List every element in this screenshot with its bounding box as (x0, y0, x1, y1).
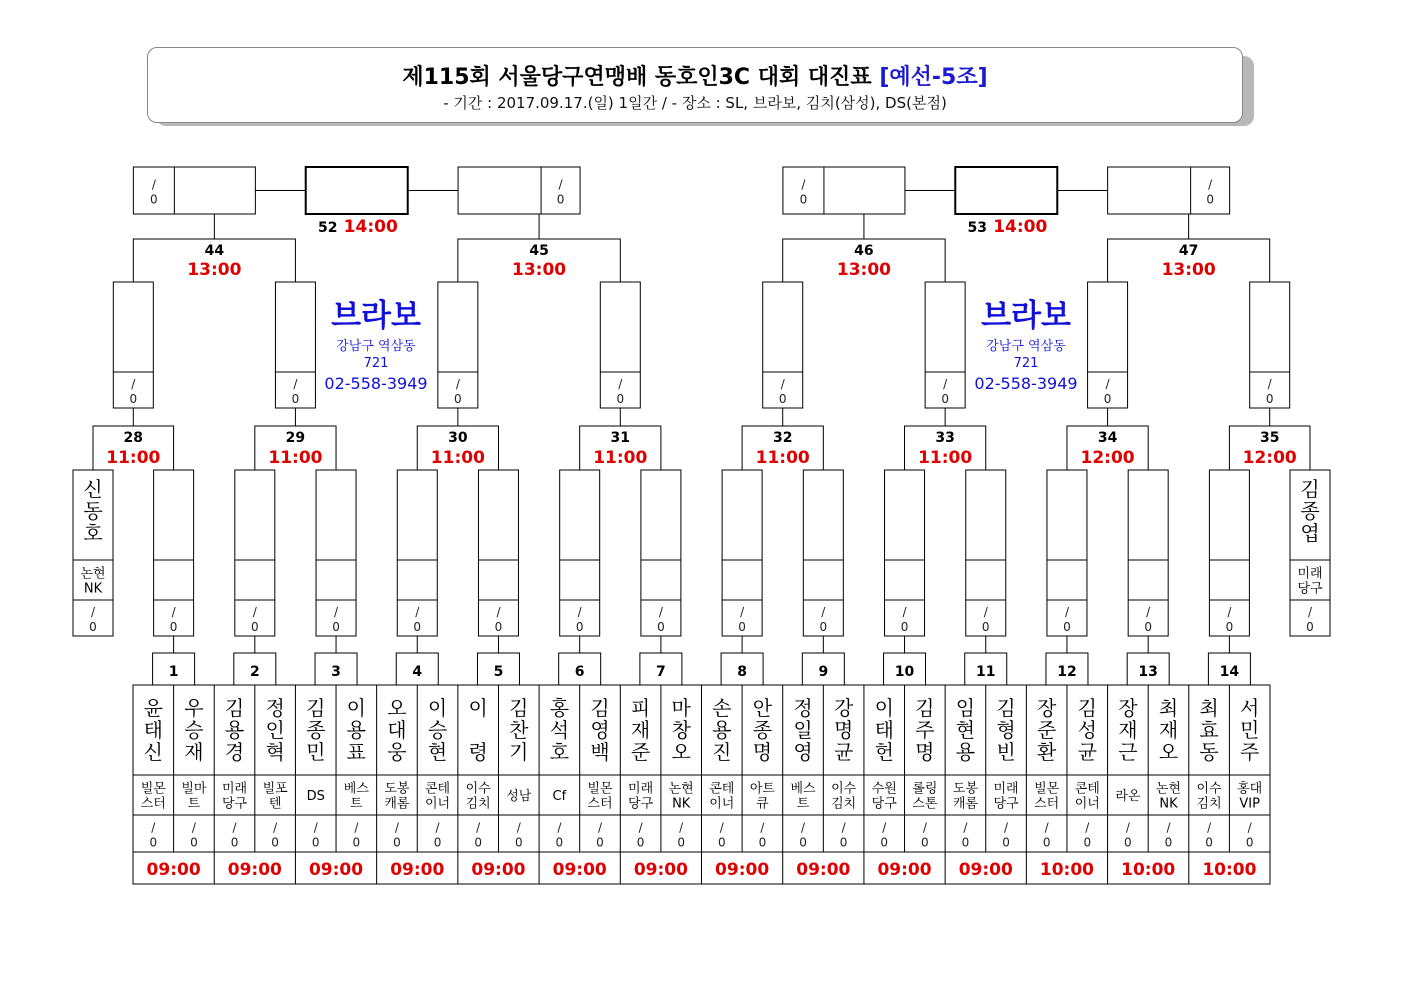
bye-player-name: 신 동 호 (83, 477, 103, 545)
player-score-slash: / (841, 820, 846, 835)
round2-winner-score-zero: 0 (454, 392, 462, 406)
match-number: 7 (656, 664, 666, 680)
round1-winner-slot-score-slash: / (496, 605, 501, 619)
player-name: 김 주 명 (915, 696, 935, 764)
player-club: 콘테 이너 (1074, 781, 1100, 812)
player-name: 김 용 경 (224, 696, 245, 764)
player-club: 논현 NK (668, 781, 694, 812)
round1-winner-slot-score-zero: 0 (738, 620, 746, 634)
player-score-zero: 0 (758, 835, 767, 850)
player-name: 장 재 근 (1118, 696, 1138, 764)
player-score-zero: 0 (271, 835, 279, 850)
player-score-zero: 0 (799, 835, 807, 850)
semifinal-left-score-zero: 0 (799, 192, 808, 207)
player-club: 콘테 이너 (709, 781, 735, 812)
round2-match-time: 11:00 (918, 448, 973, 468)
player-score-slash: / (963, 820, 968, 835)
player-score-slash: / (516, 820, 521, 835)
round2-match-number: 31 (610, 430, 631, 446)
match-number: 2 (249, 664, 260, 680)
round1-winner-slot-score-slash: / (1146, 605, 1151, 619)
player-score-zero: 0 (961, 835, 970, 850)
round1-winner-slot-score-slash: / (902, 605, 907, 619)
player-score-zero: 0 (880, 835, 889, 850)
player-score-zero: 0 (1205, 835, 1213, 850)
player-score-zero: 0 (514, 835, 523, 850)
player-club: 도봉 캐롬 (952, 781, 979, 812)
player-club: 도봉 캐롬 (384, 781, 410, 812)
player-name: 김 찬 기 (509, 696, 529, 764)
match-time: 10:00 (1121, 860, 1176, 880)
player-club: 롤링 스톤 (912, 781, 938, 812)
semifinal-right-score-zero: 0 (556, 192, 565, 207)
round1-winner-slot-score-slash: / (740, 605, 745, 619)
round1-winner-slot-score-slash: / (983, 605, 988, 619)
round1-winner-slot-score-slash: / (821, 605, 826, 619)
round3-match-time: 13:00 (836, 260, 891, 280)
player-name: 장 준 환 (1036, 696, 1057, 764)
round2-match-number: 35 (1259, 430, 1280, 446)
match-time: 09:00 (308, 860, 364, 880)
bye-player-club: 논현 NK (80, 566, 106, 597)
semifinal-right-score-zero: 0 (1206, 192, 1214, 207)
player-name: 김 형 빈 (996, 696, 1016, 764)
match-number: 4 (412, 664, 423, 680)
player-score-slash: / (191, 820, 196, 835)
player-score-slash: / (922, 820, 927, 835)
player-name: 정 일 영 (793, 696, 813, 764)
bye-player-name: 김 종 엽 (1300, 477, 1320, 545)
player-score-slash: / (476, 820, 481, 835)
semifinal-left-score-zero: 0 (150, 192, 158, 207)
match-time: 10:00 (1202, 860, 1257, 880)
player-score-zero: 0 (1245, 835, 1254, 850)
player-name: 피 재 준 (630, 696, 651, 764)
player-score-slash: / (800, 820, 806, 835)
player-score-slash: / (313, 820, 318, 835)
round2-winner-score-zero: 0 (778, 392, 787, 406)
player-name: 안 종 명 (752, 696, 773, 764)
player-club: 빌마 트 (181, 781, 207, 812)
page-subtitle: - 기간 : 2017.09.17.(일) 1일간 / - 장소 : SL, 브라보, 김치(삼성), DS(본점) (443, 94, 947, 112)
round1-winner-slot-score-slash: / (171, 605, 176, 619)
round3-match-time: 13:00 (512, 260, 567, 280)
venue-phone: 02-558-3949 (974, 374, 1078, 393)
venue-name: 브라보 (981, 298, 1071, 334)
round2-winner-score-zero: 0 (1103, 392, 1112, 406)
player-score-zero: 0 (230, 835, 239, 850)
player-score-zero: 0 (474, 835, 482, 850)
round1-winner-slot-score-slash: / (577, 605, 582, 619)
player-name: 김 영 백 (590, 696, 610, 764)
bye-score-slash: / (1307, 605, 1313, 619)
match-time: 09:00 (958, 860, 1013, 880)
match-time: 09:00 (146, 860, 201, 880)
round2-winner-score-slash: / (1105, 377, 1110, 391)
semifinal-left-score-slash: / (151, 177, 156, 192)
player-score-slash: / (232, 820, 237, 835)
player-score-slash: / (597, 820, 603, 835)
player-score-zero: 0 (921, 835, 929, 850)
round2-winner-score-slash: / (131, 377, 136, 391)
player-name: 홍 석 호 (549, 696, 570, 764)
round1-winner-slot-score-slash: / (1064, 605, 1069, 619)
player-score-zero: 0 (393, 835, 401, 850)
player-score-slash: / (1125, 820, 1130, 835)
player-score-zero: 0 (1002, 835, 1010, 850)
round3-match-number: 46 (854, 243, 874, 259)
player-name: 이 승 현 (427, 696, 448, 764)
player-club: 라온 (1115, 789, 1141, 804)
player-score-slash: / (1247, 820, 1252, 835)
round3-match-number: 45 (529, 243, 549, 259)
match-number: 10 (894, 664, 915, 680)
match-time: 09:00 (552, 860, 607, 880)
final-match-time: 14:00 (343, 217, 398, 237)
round3-match-number: 47 (1178, 243, 1199, 259)
player-score-zero: 0 (1124, 835, 1132, 850)
round2-winner-score-slash: / (455, 377, 460, 391)
round2-match-number: 30 (448, 430, 468, 446)
round1-winner-slot-score-zero: 0 (575, 620, 584, 634)
match-time: 09:00 (877, 860, 932, 880)
final-match-time: 14:00 (993, 217, 1048, 237)
player-score-slash: / (394, 820, 399, 835)
player-score-zero: 0 (1164, 835, 1173, 850)
player-score-slash: / (354, 820, 359, 835)
player-score-zero: 0 (1083, 835, 1092, 850)
player-score-zero: 0 (149, 835, 158, 850)
round2-match-time: 12:00 (1242, 448, 1297, 468)
player-name: 우 승 재 (184, 696, 204, 764)
player-name: 최 효 동 (1199, 696, 1219, 764)
round2-winner-score-slash: / (618, 377, 623, 391)
round2-match-time: 11:00 (593, 448, 648, 468)
player-club: 미래 당구 (993, 781, 1019, 812)
player-club: 미래 당구 (628, 781, 654, 812)
match-time: 10:00 (1039, 860, 1095, 880)
round2-winner-score-slash: / (293, 377, 298, 391)
round2-match-number: 32 (772, 430, 793, 446)
player-score-slash: / (273, 820, 278, 835)
player-score-zero: 0 (190, 835, 198, 850)
title-text: 제115회 서울당구연맹배 동호인3C 대회 대진표 (402, 65, 872, 90)
player-name: 김 종 민 (306, 696, 326, 764)
round2-winner-score-slash: / (780, 377, 785, 391)
player-club: 이수 김치 (831, 781, 857, 812)
player-name: 이 령 (468, 696, 488, 764)
player-name: 오 대 웅 (387, 696, 407, 764)
round2-winner-score-zero: 0 (941, 392, 949, 406)
player-score-slash: / (882, 820, 887, 835)
player-score-zero: 0 (433, 835, 442, 850)
venue-address-line1: 강남구 역삼동 (336, 339, 416, 354)
semifinal-right-score-slash: / (558, 177, 563, 192)
player-score-slash: / (719, 820, 724, 835)
player-score-slash: / (1207, 820, 1212, 835)
player-score-zero: 0 (352, 835, 361, 850)
match-time: 09:00 (796, 860, 851, 880)
player-name: 강 명 균 (833, 696, 854, 764)
player-club: 베스 트 (343, 781, 369, 812)
player-name: 임 현 용 (955, 696, 976, 764)
round2-match-time: 11:00 (106, 448, 161, 468)
round2-winner-score-slash: / (1267, 377, 1272, 391)
player-score-zero: 0 (1042, 835, 1051, 850)
player-club: 빌몬 스터 (587, 781, 613, 812)
round2-winner-score-zero: 0 (616, 392, 625, 406)
player-club: 베스 트 (790, 781, 816, 812)
player-score-slash: / (1004, 820, 1009, 835)
player-club: 미래 당구 (221, 781, 248, 812)
round2-match-time: 11:00 (755, 448, 810, 468)
player-score-zero: 0 (717, 835, 726, 850)
player-club: 아트 큐 (749, 781, 775, 812)
player-score-zero: 0 (596, 835, 604, 850)
round2-winner-score-zero: 0 (291, 392, 300, 406)
final-match-number: 53 (967, 220, 988, 236)
player-club: 논현 NK (1155, 781, 1182, 812)
match-time: 09:00 (390, 860, 445, 880)
round1-winner-slot-score-zero: 0 (169, 620, 178, 634)
match-time: 09:00 (471, 860, 526, 880)
player-score-slash: / (557, 820, 562, 835)
bye-player-club: 미래 당구 (1297, 566, 1323, 597)
round1-winner-slot-score-zero: 0 (1225, 620, 1234, 634)
player-score-slash: / (151, 820, 156, 835)
player-club: 빌몬 스터 (140, 781, 166, 812)
round3-match-time: 13:00 (187, 260, 242, 280)
round2-winner-score-zero: 0 (1265, 392, 1274, 406)
player-name: 이 용 표 (346, 696, 367, 764)
player-score-slash: / (1085, 820, 1090, 835)
player-name: 마 창 오 (671, 696, 691, 764)
round1-winner-slot-score-zero: 0 (332, 620, 340, 634)
match-number: 9 (818, 664, 829, 680)
venue-phone: 02-558-3949 (324, 374, 428, 393)
player-score-zero: 0 (839, 835, 848, 850)
match-number: 12 (1057, 664, 1077, 680)
match-time: 09:00 (633, 860, 688, 880)
player-score-zero: 0 (677, 835, 686, 850)
bye-score-zero: 0 (1306, 620, 1314, 634)
player-score-zero: 0 (636, 835, 645, 850)
match-number: 6 (574, 664, 585, 680)
player-club: 이수 김치 (465, 781, 491, 812)
match-time: 09:00 (227, 860, 282, 880)
player-club: 수원 당구 (871, 781, 897, 812)
round1-winner-slot-score-zero: 0 (819, 620, 828, 634)
match-number: 11 (976, 664, 996, 680)
player-score-slash: / (1166, 820, 1171, 835)
round1-winner-slot-score-zero: 0 (1144, 620, 1152, 634)
player-score-zero: 0 (311, 835, 320, 850)
player-name: 이 태 헌 (874, 696, 894, 764)
player-score-slash: / (435, 820, 440, 835)
player-club: Cf (552, 789, 567, 804)
player-name: 김 성 균 (1077, 696, 1097, 764)
round1-winner-slot-score-zero: 0 (1063, 620, 1071, 634)
final-match-number: 52 (317, 220, 338, 236)
player-name: 최 재 오 (1158, 696, 1179, 764)
player-name: 손 용 진 (712, 696, 732, 764)
venue-address-line2: 721 (1013, 356, 1039, 371)
round2-match-time: 11:00 (430, 448, 485, 468)
round1-winner-slot-score-slash: / (334, 605, 339, 619)
venue-address-line1: 강남구 역삼동 (986, 339, 1066, 354)
round2-winner-score-zero: 0 (129, 392, 138, 406)
match-number: 13 (1138, 664, 1158, 680)
group-label: [예선-5조] (879, 65, 988, 90)
round1-winner-slot-score-zero: 0 (251, 620, 259, 634)
player-club: 홍대 VIP (1237, 781, 1263, 812)
match-number: 3 (331, 664, 341, 680)
round1-winner-slot-score-slash: / (415, 605, 420, 619)
round3-match-number: 44 (204, 243, 225, 259)
player-name: 윤 태 신 (143, 696, 163, 764)
player-club: DS (306, 789, 325, 804)
round2-match-time: 12:00 (1080, 448, 1135, 468)
round1-winner-slot-score-zero: 0 (494, 620, 503, 634)
player-club: 빌포 텐 (262, 781, 288, 812)
match-number: 5 (493, 664, 504, 680)
match-time: 09:00 (715, 860, 770, 880)
player-name: 서 민 주 (1240, 696, 1260, 764)
match-number: 8 (737, 664, 747, 680)
round1-winner-slot-score-slash: / (658, 605, 663, 619)
player-name: 정 인 혁 (265, 696, 285, 764)
round1-winner-slot-score-slash: / (252, 605, 257, 619)
round2-match-number: 33 (935, 430, 955, 446)
match-number: 1 (168, 664, 179, 680)
round2-match-time: 11:00 (268, 448, 323, 468)
round1-winner-slot-score-zero: 0 (900, 620, 909, 634)
player-score-slash: / (1044, 820, 1049, 835)
round3-match-time: 13:00 (1161, 260, 1216, 280)
player-score-zero: 0 (555, 835, 564, 850)
bye-score-slash: / (90, 605, 96, 619)
round1-winner-slot-score-zero: 0 (413, 620, 422, 634)
round1-winner-slot-score-zero: 0 (981, 620, 990, 634)
semifinal-right-score-slash: / (1208, 177, 1213, 192)
round1-winner-slot-score-slash: / (1227, 605, 1232, 619)
round2-winner-score-slash: / (943, 377, 948, 391)
semifinal-left-score-slash: / (801, 177, 806, 192)
round1-winner-slot-score-zero: 0 (657, 620, 665, 634)
player-club: 빌몬 스터 (1034, 781, 1060, 812)
venue-address-line2: 721 (363, 356, 389, 371)
player-score-slash: / (638, 820, 643, 835)
bye-score-zero: 0 (89, 620, 97, 634)
match-number: 14 (1219, 664, 1240, 680)
round2-match-number: 28 (123, 430, 144, 446)
venue-name: 브라보 (331, 298, 421, 334)
player-club: 콘테 이너 (424, 781, 451, 812)
player-club: 이수 김치 (1196, 781, 1222, 812)
round2-match-number: 29 (285, 430, 306, 446)
player-score-slash: / (760, 820, 765, 835)
round2-match-number: 34 (1097, 430, 1118, 446)
final-box (955, 167, 1057, 214)
player-club: 성남 (506, 789, 532, 804)
final-box (306, 167, 408, 214)
player-score-slash: / (679, 820, 684, 835)
